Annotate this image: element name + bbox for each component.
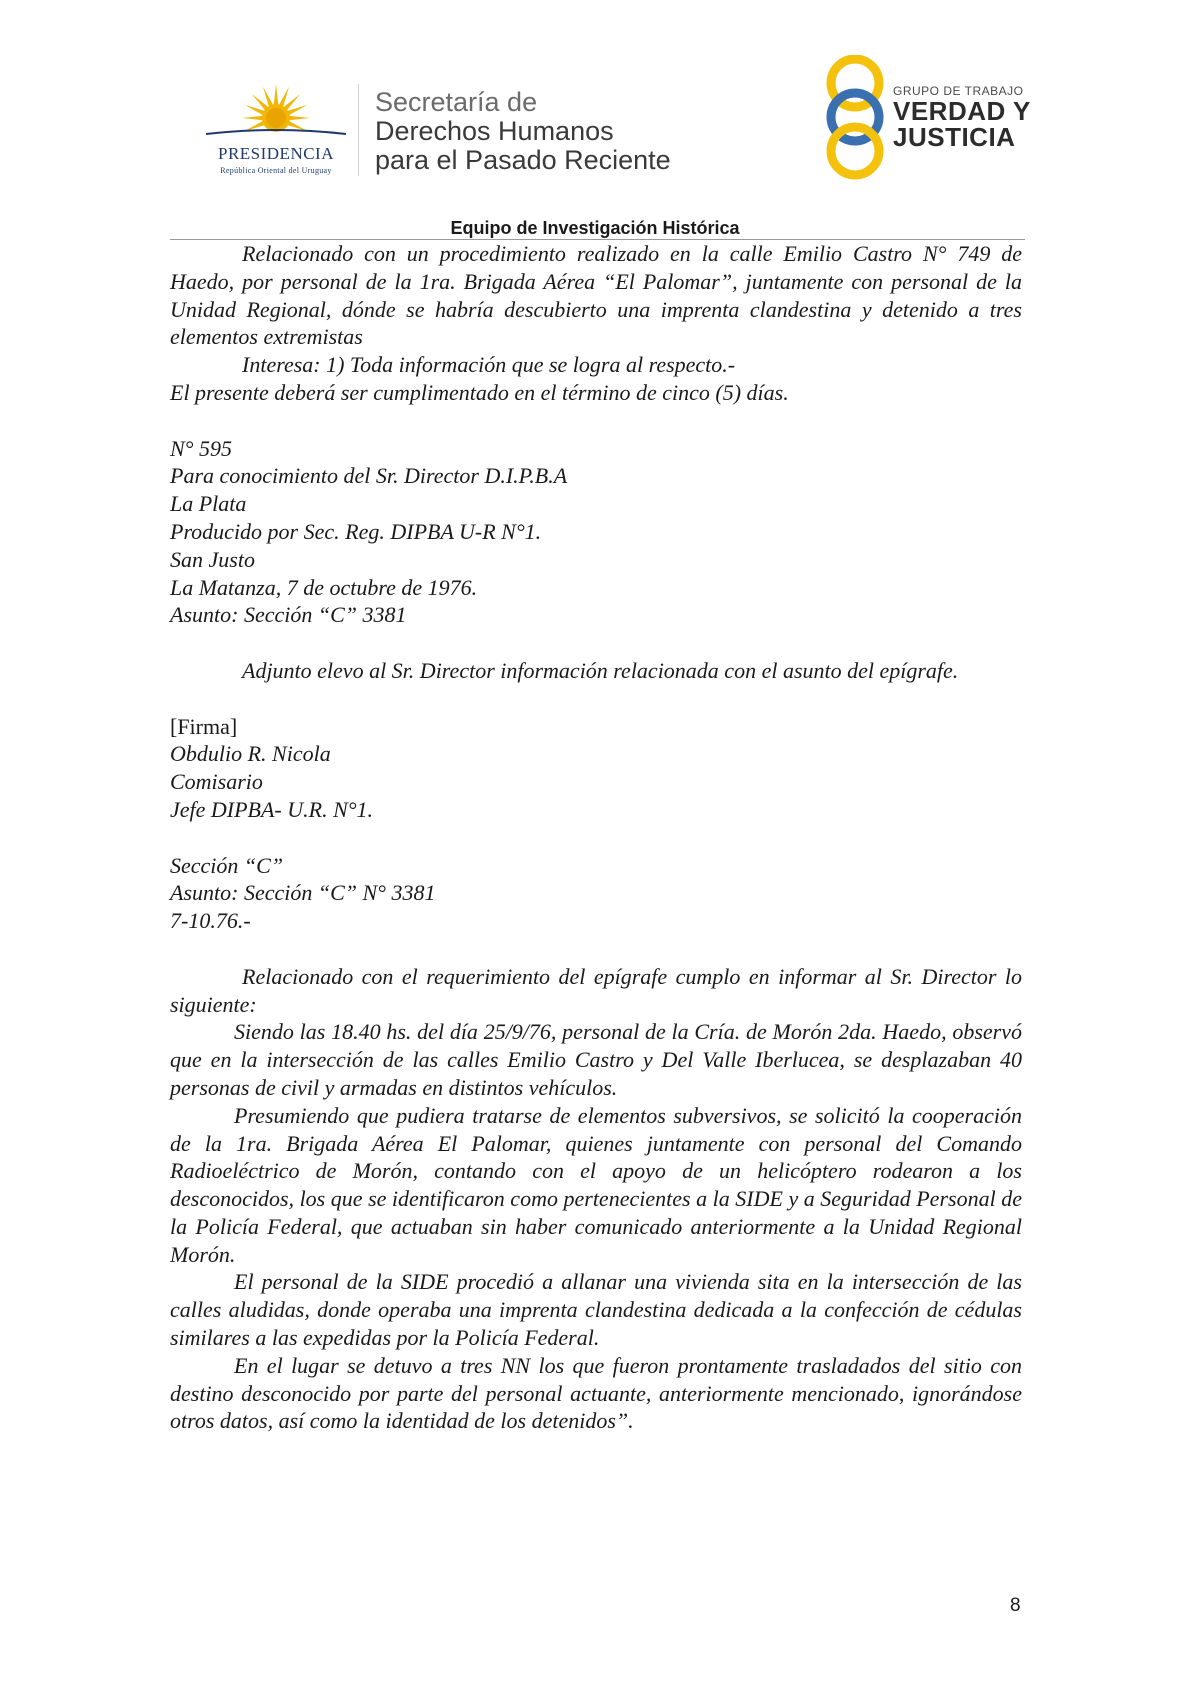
note-producido: Producido por Sec. Reg. DIPBA U-R N°1. xyxy=(170,518,542,544)
note-para: Para conocimiento del Sr. Director D.I.P.B.A xyxy=(170,463,568,489)
paragraph-9: En el lugar se detuvo a tres NN los que fueron prontamente trasladados del sitio con destino desconocido por parte del personal actuante, anteriormente mencionado, ignorándose otros datos, así como la identidad de los detenidos”. xyxy=(170,1352,1022,1434)
note-date: La Matanza, 7 de octubre de 1976. xyxy=(170,574,478,600)
rings-emblem-icon xyxy=(820,55,890,180)
signer-role: Jefe DIPBA- U.R. N°1. xyxy=(170,796,374,822)
section-asunto: Asunto: Sección “C” N° 3381 xyxy=(170,880,436,906)
paragraph-6: Siendo las 18.40 hs. del día 25/9/76, personal de la Cría. de Morón 2da. Haedo, observó que en la intersección de las calles Emilio Castro y Del Valle Iberlucea, se desplazaban 40 personas de civil y armadas en distintos vehículos. xyxy=(170,1019,1022,1100)
paragraph-3: El presente deberá ser cumplimentado en el término de cinco (5) días. xyxy=(170,379,789,405)
paragraph-4: Adjunto elevo al Sr. Director información relacionada con el asunto del epígrafe. xyxy=(242,657,959,683)
paragraph-8: El personal de la SIDE procedió a allanar una vivienda sita en la intersección de las calles aludidas, donde operaba una imprenta clandestina dedicada a la confección de cédulas similares a las expedidas por la Policía Federal. xyxy=(170,1269,1022,1351)
presidencia-sublabel: República Oriental del Uruguay xyxy=(220,166,332,175)
presidencia-logo xyxy=(196,78,356,178)
gtvj-line-3: JUSTICIA xyxy=(893,122,1016,152)
document-body xyxy=(170,240,1022,1435)
signature-placeholder: [Firma] xyxy=(170,713,238,739)
signer-name: Obdulio R. Nicola xyxy=(170,741,331,767)
team-title: Equipo de Investigación Histórica xyxy=(450,218,740,238)
note-place: La Plata xyxy=(170,491,247,517)
signer-rank: Comisario xyxy=(170,769,263,795)
note-asunto: Asunto: Sección “C” 3381 xyxy=(170,602,407,628)
gtvj-line-2: VERDAD Y xyxy=(893,96,1031,126)
paragraph-1: Relacionado con un procedimiento realizado en la calle Emilio Castro N° 749 de Haedo, por personal de la 1ra. Brigada Aérea “El Palomar”, juntamente con personal de la Unidad Regional, dónde se habría descubierto una imprenta clandestina y detenido a tres elementos extremistas xyxy=(170,241,1022,350)
page-header xyxy=(0,0,1190,200)
secretaria-line-2: Derechos Humanos xyxy=(375,116,614,146)
header-divider xyxy=(358,84,359,176)
section-c: Sección “C” xyxy=(170,852,284,878)
sun-emblem-icon xyxy=(196,78,356,148)
paragraph-2: Interesa: 1) Toda información que se logra al respecto.- xyxy=(242,352,736,378)
secretaria-logo-text xyxy=(375,88,671,175)
section-date: 7-10.76.- xyxy=(170,908,251,934)
gtvj-line-1: GRUPO DE TRABAJO xyxy=(893,84,1024,98)
page-number: 8 xyxy=(1010,1595,1021,1616)
note-number: N° 595 xyxy=(170,435,232,461)
paragraph-7: Presumiendo que pudiera tratarse de elementos subversivos, se solicitó la cooperación de la 1ra. Brigada Aérea El Palomar, quienes juntamente con personal del Comando Radioeléctrico de Morón, contando con el apoyo de un helicóptero rodearon a los desconocidos, los que se identificaron como pertenecientes a la SIDE y a Seguridad Personal de la Policía Federal, que actuaban sin haber comunicado anteriormente a la Unidad Regional Morón. xyxy=(170,1102,1022,1267)
paragraph-5: Relacionado con el requerimiento del epígrafe cumplo en informar al Sr. Director lo siguiente: xyxy=(170,963,1022,1017)
secretaria-line-3: para el Pasado Reciente xyxy=(375,145,671,175)
note-sanjusto: San Justo xyxy=(170,546,255,572)
grupo-trabajo-text xyxy=(893,84,1031,150)
presidencia-label: PRESIDENCIA xyxy=(217,144,334,163)
secretaria-line-1: Secretaría de xyxy=(375,87,538,117)
